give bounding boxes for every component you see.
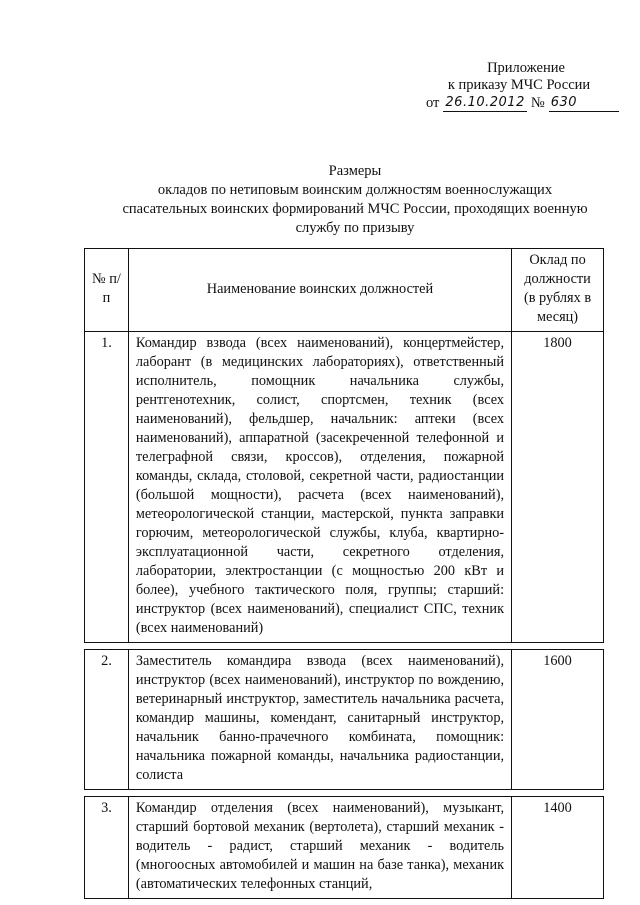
header-num: № п/п bbox=[85, 249, 129, 332]
row-num: 3. bbox=[85, 797, 129, 899]
row-num: 1. bbox=[85, 332, 129, 643]
title-line-0: Размеры bbox=[328, 163, 382, 179]
row-salary: 1600 bbox=[512, 650, 604, 790]
row-positions: Командир взвода (всех наименований), концертмейстер, лаборант (в медицинских лабораториях), ответственный исполнитель, помощник начальника службы, рентгенотехник, солист, спортсмен, техник (всех наименований), фельдшер, начальник: аптеки (всех наименований), аппаратной (засекреченной телефонной и телеграфной связи, кроссов), отделения, пожарной команды, склада, столовой, секретной части, радиостанции (большой мощности), расчета (всех наименований), метеорологической станции, мастерской, пункта заправки горючим, метеорологической службы, клуба, квартирно-эксплуатационной части, секретного отделения, лаборатории, электростанции (с мощностью 200 кВт и более), учебного тактического поля, группы; старший: инструктор (всех наименований), специалист СПС, техник (всех наименований) bbox=[128, 332, 511, 643]
title-line-2: спасательных воинских формирований МЧС России, проходящих военную bbox=[122, 201, 588, 217]
appendix-label: Приложение bbox=[487, 60, 565, 76]
order-number: 630 bbox=[549, 95, 619, 112]
salary-table bbox=[84, 248, 604, 899]
appendix-header bbox=[396, 60, 626, 112]
row-positions: Заместитель командира взвода (всех наименований), инструктор (всех наименований), инструктор по вождению, ветеринарный инструктор, заместитель начальника расчета, командир машины, комендант, санитарный инструктор, начальник банно-прачечного комбината, помощник: начальника пожарной команды, начальника радиостанции, солиста bbox=[128, 650, 511, 790]
number-prefix: № bbox=[530, 95, 545, 111]
row-salary: 1400 bbox=[512, 797, 604, 899]
document-title bbox=[100, 162, 610, 238]
row-spacer bbox=[85, 643, 604, 650]
order-date: 26.10.2012 bbox=[445, 95, 525, 110]
date-prefix: от bbox=[426, 95, 440, 111]
table-row bbox=[85, 650, 604, 790]
order-date-number bbox=[396, 95, 626, 112]
order-reference: к приказу МЧС России bbox=[447, 77, 591, 93]
row-num: 2. bbox=[85, 650, 129, 790]
table-row bbox=[85, 332, 604, 643]
header-salary: Оклад по должности (в рублях в месяц) bbox=[512, 249, 604, 332]
row-positions: Командир отделения (всех наименований), музыкант, старший бортовой механик (вертолета), старший механик - водитель - радист, старший механик - водитель (многоосных автомобилей и машин на базе танка), механик (автоматических телефонных станций, bbox=[128, 797, 511, 899]
row-spacer bbox=[85, 790, 604, 797]
header-position-name: Наименование воинских должностей bbox=[128, 249, 511, 332]
title-line-1: окладов по нетиповым воинским должностям военнослужащих bbox=[157, 182, 553, 198]
row-salary: 1800 bbox=[512, 332, 604, 643]
table-row bbox=[85, 797, 604, 899]
title-line-3: службу по призыву bbox=[295, 220, 415, 236]
table-header-row bbox=[85, 249, 604, 332]
